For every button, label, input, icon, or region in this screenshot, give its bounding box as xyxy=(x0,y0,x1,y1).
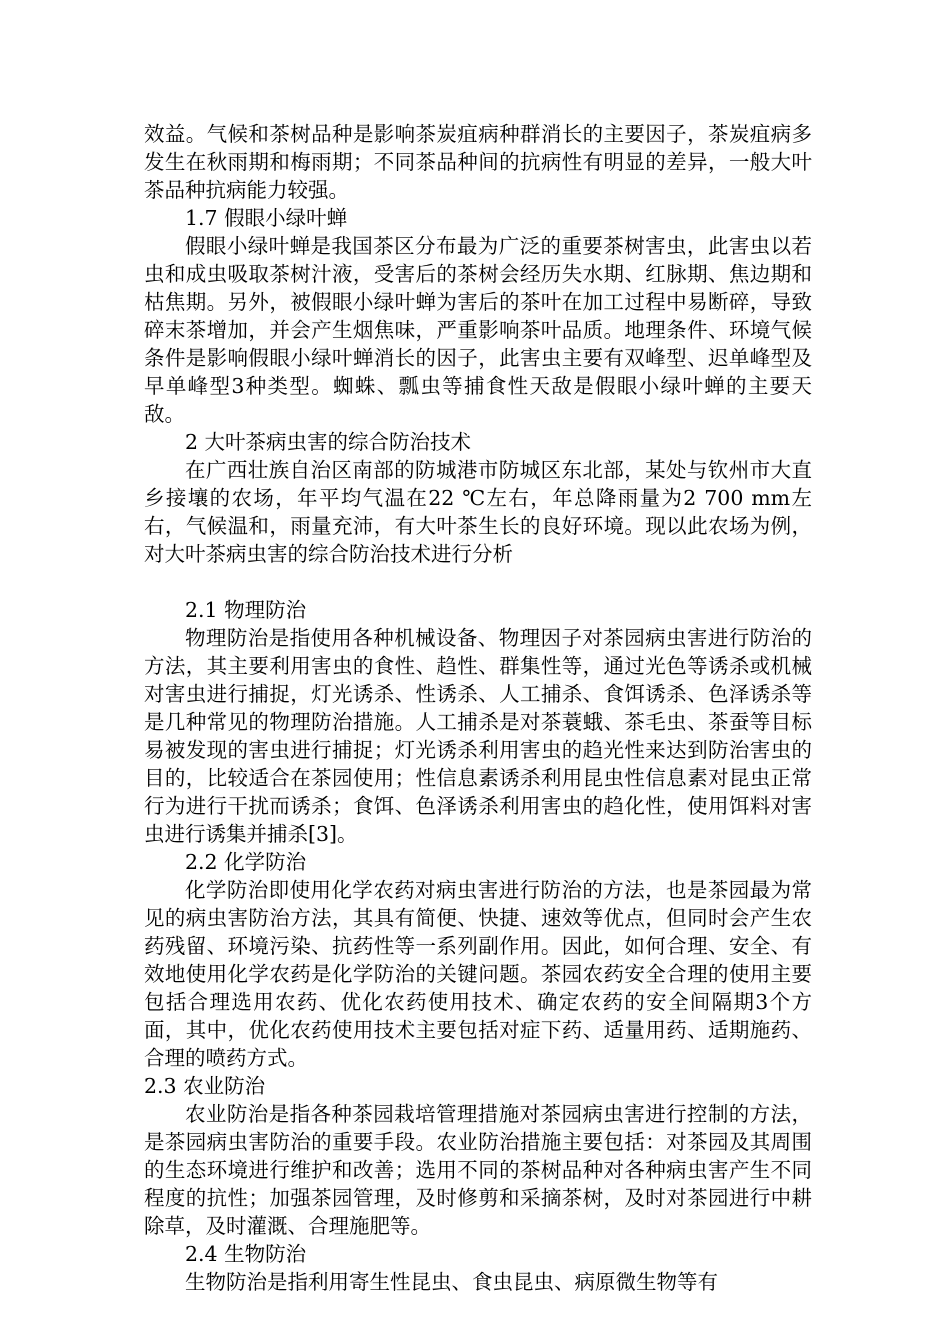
paragraph-continuation: 效益。气候和茶树品种是影响茶炭疽病种群消长的主要因子，茶炭疽病多发生在秋雨期和梅雨期；不同茶品种间的抗病性有明显的差异，一般大叶茶品种抗病能力较强。 xyxy=(144,122,812,202)
section-heading-2-2: 2.2 化学防治 xyxy=(185,850,307,874)
section-heading-1-7: 1.7 假眼小绿叶蝉 xyxy=(185,206,348,230)
document-body xyxy=(144,120,812,1296)
section-heading-2-4: 2.4 生物防治 xyxy=(185,1242,307,1266)
section-heading-2-3: 2.3 农业防治 xyxy=(144,1074,266,1098)
blank-line xyxy=(144,568,812,596)
paragraph-farm-example: 在广西壮族自治区南部的防城港市防城区东北部，某处与钦州市大直乡接壤的农场，年平均气温在22 ℃左右，年总降雨量为2 700 mm左右，气候温和，雨量充沛，有大叶茶生长的良好环境。现以此农场为例，对大叶茶病虫害的综合防治技术进行分析 xyxy=(144,458,812,566)
paragraph-agricultural-control: 农业防治是指各种茶园栽培管理措施对茶园病虫害进行控制的方法，是茶园病虫害防治的重要手段。农业防治措施主要包括：对茶园及其周围的生态环境进行维护和改善；选用不同的茶树品种对各种病虫害产生不同程度的抗性；加强茶园管理，及时修剪和采摘茶树，及时对茶园进行中耕除草，及时灌溉、合理施肥等。 xyxy=(144,1102,812,1238)
section-heading-2: 2 大叶茶病虫害的综合防治技术 xyxy=(185,430,472,454)
paragraph-leafhopper: 假眼小绿叶蝉是我国茶区分布最为广泛的重要茶树害虫，此害虫以若虫和成虫吸取茶树汁液，受害后的茶树会经历失水期、红脉期、焦边期和枯焦期。另外，被假眼小绿叶蝉为害后的茶叶在加工过程中易断碎，导致碎末茶增加，并会产生烟焦味，严重影响茶叶品质。地理条件、环境气候条件是影响假眼小绿叶蝉消长的因子，此害虫主要有双峰型、迟单峰型及早单峰型3种类型。蜘蛛、瓢虫等捕食性天敌是假眼小绿叶蝉的主要天敌。 xyxy=(144,234,812,426)
paragraph-biological-control: 生物防治是指利用寄生性昆虫、食虫昆虫、病原微生物等有 xyxy=(185,1270,718,1294)
paragraph-physical-control: 物理防治是指使用各种机械设备、物理因子对茶园病虫害进行防治的方法，其主要利用害虫的食性、趋性、群集性等，通过光色等诱杀或机械对害虫进行捕捉，灯光诱杀、性诱杀、人工捕杀、食饵诱杀、色泽诱杀等是几种常见的物理防治措施。人工捕杀是对茶蓑蛾、茶毛虫、茶蚕等目标易被发现的害虫进行捕捉；灯光诱杀利用害虫的趋光性来达到防治害虫的目的，比较适合在茶园使用；性信息素诱杀利用昆虫性信息素对昆虫正常行为进行干扰而诱杀；食饵、色泽诱杀利用害虫的趋化性，使用饵料对害虫进行诱集并捕杀[3]。 xyxy=(144,626,812,846)
section-heading-2-1: 2.1 物理防治 xyxy=(185,598,307,622)
paragraph-chemical-control: 化学防治即使用化学农药对病虫害进行防治的方法，也是茶园最为常见的病虫害防治方法，其具有简便、快捷、速效等优点，但同时会产生农药残留、环境污染、抗药性等一系列副作用。因此，如何合理、安全、有效地使用化学农药是化学防治的关键问题。茶园农药安全合理的使用主要包括合理选用农药、优化农药使用技术、确定农药的安全间隔期3个方面，其中，优化农药使用技术主要包括对症下药、适量用药、适期施药、合理的喷药方式。 xyxy=(144,878,812,1070)
